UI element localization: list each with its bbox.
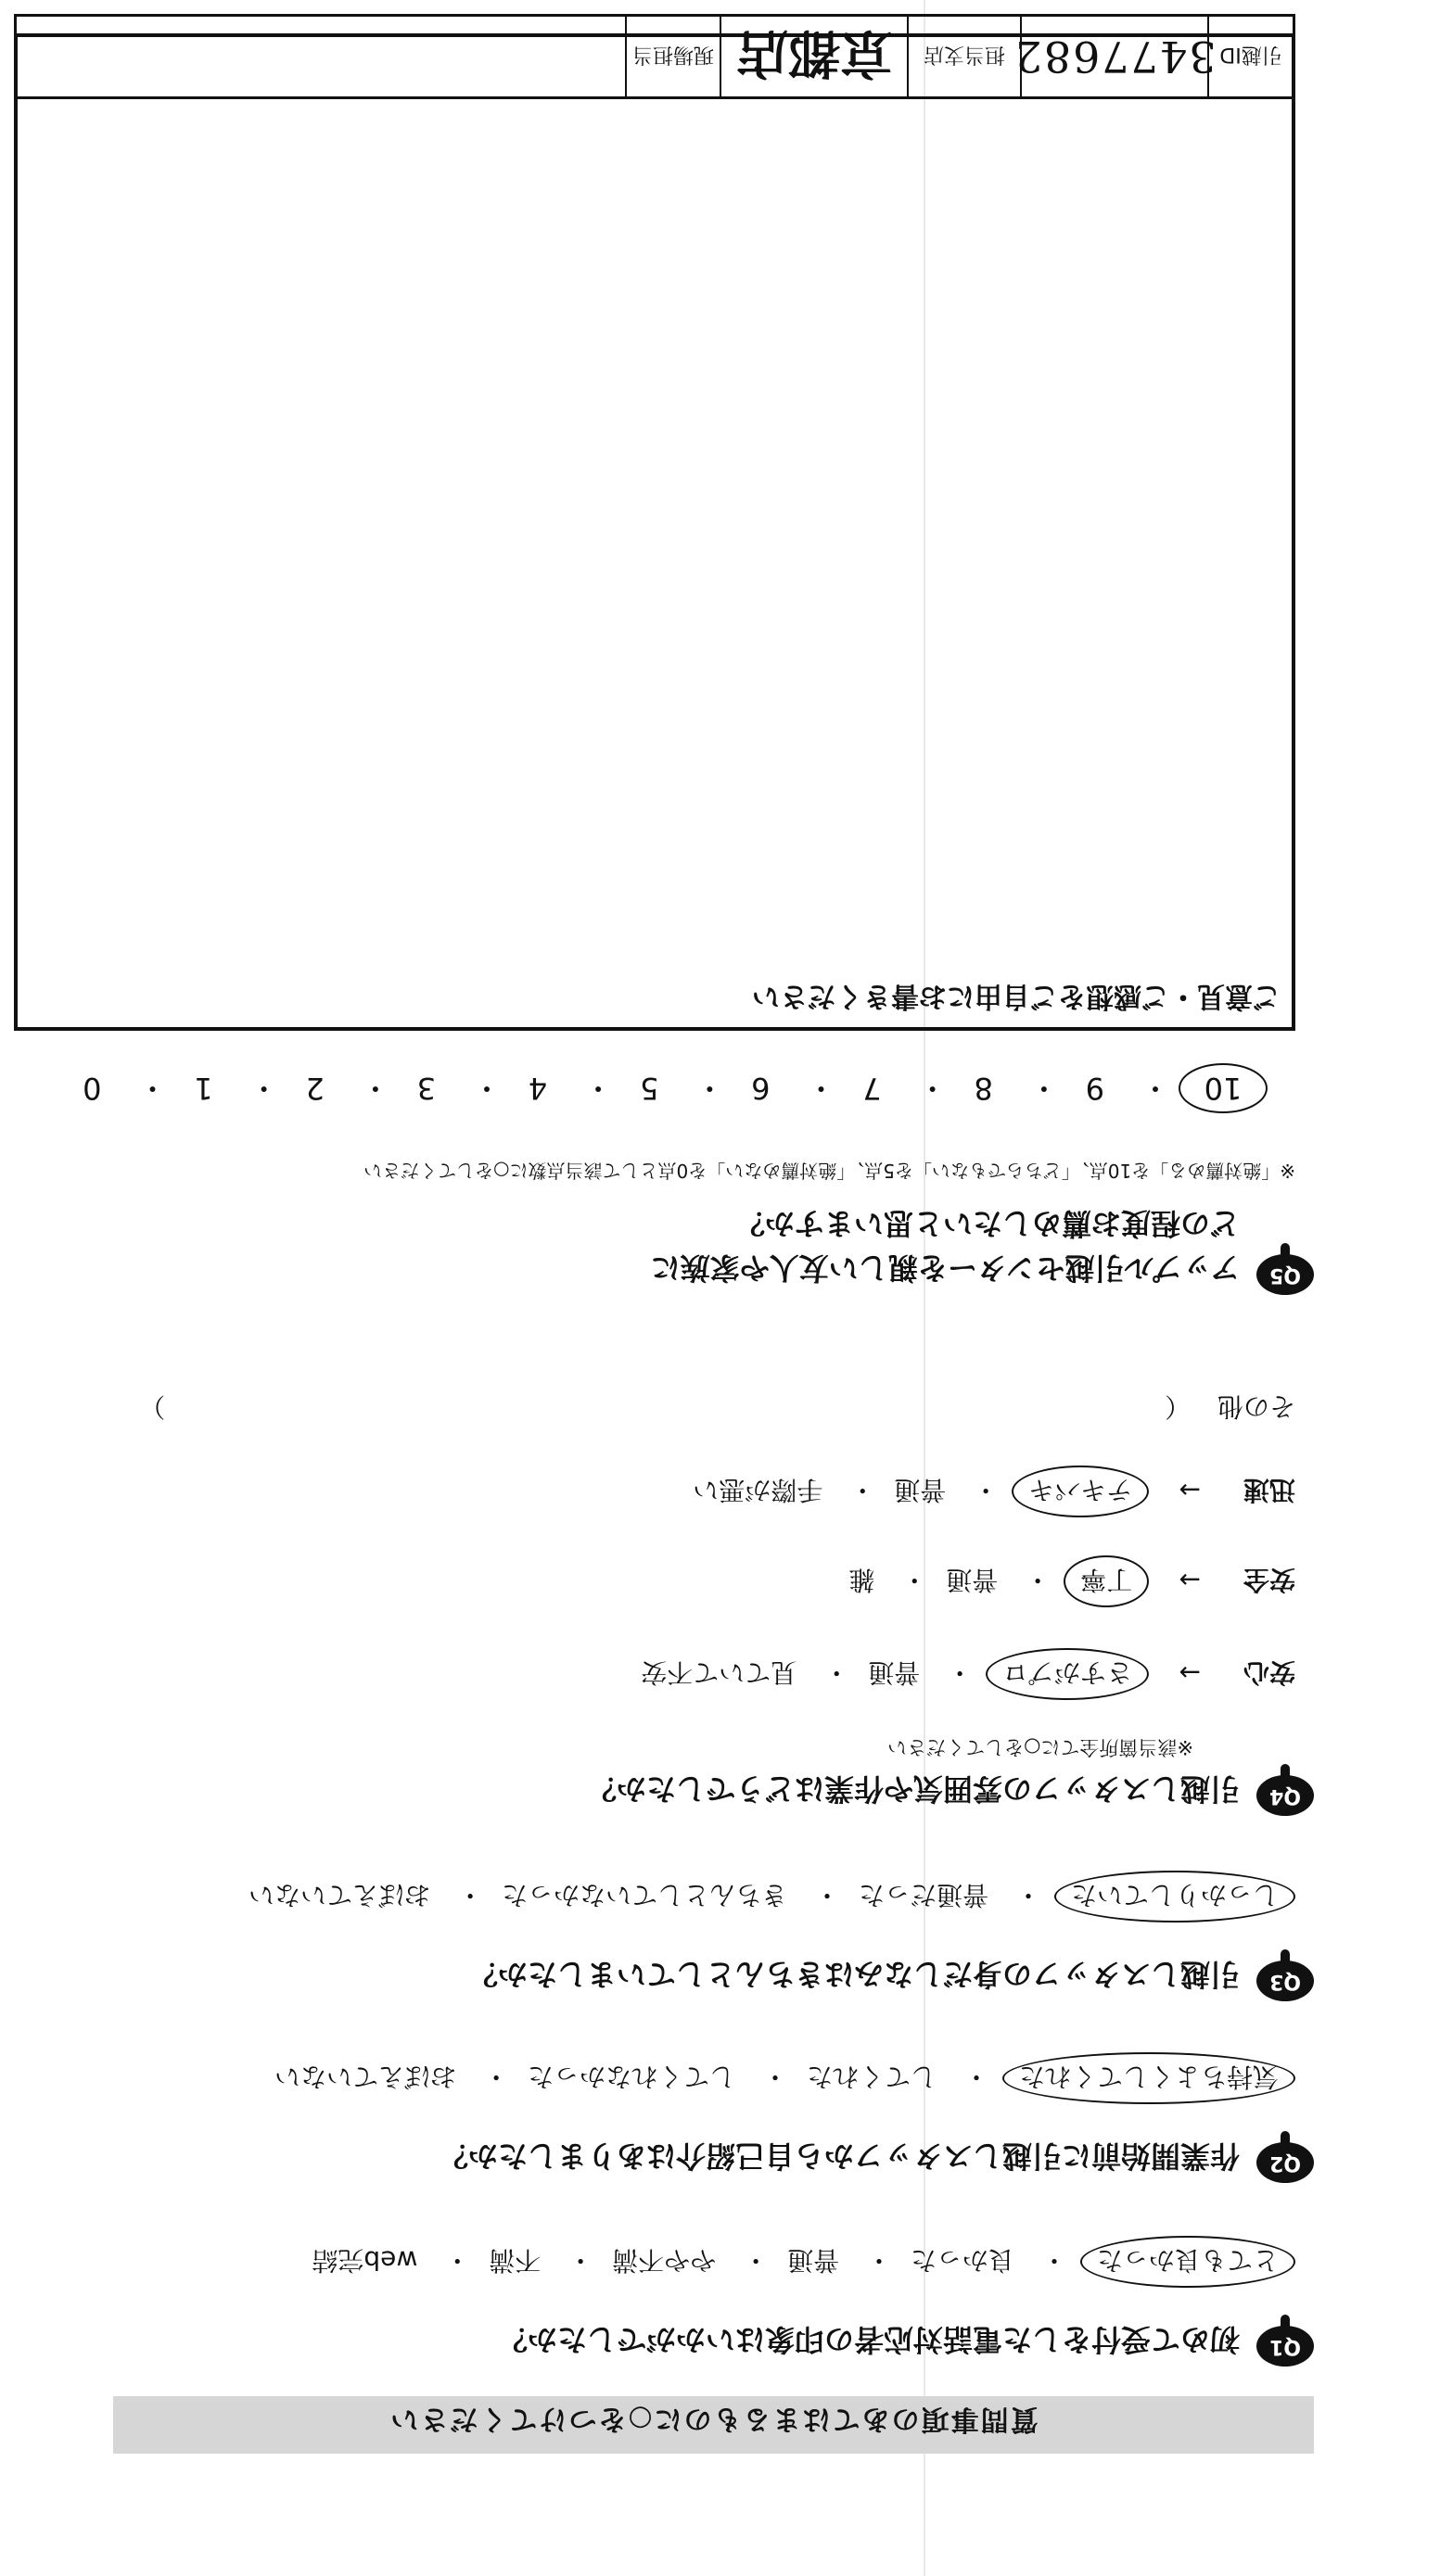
q2-options: 気持ちよくしてくれた・ してくれた・ してくれなかった・ おぼえていない bbox=[269, 2052, 1295, 2104]
q4-other-row bbox=[53, 1390, 1295, 1427]
q3-option-4[interactable]: おぼえていない bbox=[249, 1880, 431, 1910]
instruction-text: 質問事項のあてはまるものに○をつけてください bbox=[389, 2403, 1039, 2435]
q5-score-2[interactable]: 2 bbox=[305, 1071, 325, 1106]
q4-other-label: その他 bbox=[1217, 1391, 1295, 1422]
q4-row-3: 迅速 → テキパキ・ 普通・ 手際が悪い bbox=[687, 1466, 1295, 1517]
q3-option-3[interactable]: きちんとしていなかった bbox=[502, 1880, 788, 1910]
q1-option-4[interactable]: やや不満 bbox=[612, 2245, 717, 2276]
q5-score-4[interactable]: 4 bbox=[528, 1071, 548, 1106]
q4-other-close: ） bbox=[139, 1391, 166, 1422]
q1-title: 初めて受付をした電話対応者の印象はいかがでしたか？ bbox=[497, 2322, 1240, 2357]
branch-label: 担当支店 bbox=[907, 17, 1020, 96]
q4-row-2-option-2[interactable]: 普通 bbox=[946, 1565, 999, 1595]
comment-title: ご意見・ご感想をご自由にお書きください bbox=[752, 980, 1281, 1012]
q5-badge: Q5 bbox=[1256, 1254, 1314, 1295]
q2-option-2[interactable]: してくれた bbox=[807, 2062, 937, 2092]
q4-row-1-option-3[interactable]: 見ていて不安 bbox=[641, 1657, 797, 1688]
q4-row-2: 安全 → 丁寧・ 普通・ 雑 bbox=[843, 1555, 1295, 1607]
q5-score-0[interactable]: 0 bbox=[83, 1071, 102, 1106]
q5-score-10[interactable]: 10 bbox=[1179, 1063, 1268, 1113]
q1-option-1[interactable]: とても良かった bbox=[1080, 2236, 1295, 2288]
q1-option-2[interactable]: 良かった bbox=[911, 2245, 1015, 2276]
q3-options: しっかりしていた・ 普通だった・ きちんとしていなかった・ おぼえていない bbox=[243, 1871, 1295, 1922]
q4-row-1-arrow: → bbox=[1179, 1657, 1201, 1688]
q4-badge: Q4 bbox=[1256, 1775, 1314, 1816]
q4-row-2-arrow: → bbox=[1179, 1565, 1201, 1595]
comment-box[interactable] bbox=[14, 33, 1295, 1031]
q2-option-4[interactable]: おぼえていない bbox=[274, 2062, 457, 2092]
q3-option-2[interactable]: 普通だった bbox=[859, 1880, 989, 1910]
q5-scale: 10・ 9・ 8・ 7・ 6・ 5・ 4・ 3・ 2・ 1・ 0 bbox=[64, 1063, 1268, 1113]
branch-value: 京都店 bbox=[720, 17, 907, 96]
q4-other-open: （ bbox=[1165, 1391, 1192, 1422]
q2-title: 作業開始前に引越しスタッフから自己紹介はありましたか？ bbox=[438, 2138, 1240, 2174]
q4-row-2-option-3[interactable]: 雑 bbox=[848, 1565, 875, 1595]
q1-badge: Q1 bbox=[1256, 2326, 1314, 2367]
q4-title: 引越しスタッフの雰囲気や作業はどうでしたか？ bbox=[586, 1771, 1240, 1807]
q3-badge: Q3 bbox=[1256, 1961, 1314, 2001]
id-value: 3477682 bbox=[1020, 17, 1207, 96]
q1-options: とても良かった・ 良かった・ 普通・ やや不満・ 不満・ web完結 bbox=[306, 2236, 1295, 2288]
q4-row-3-option-1[interactable]: テキパキ bbox=[1012, 1466, 1149, 1517]
q4-row-3-option-3[interactable]: 手際が悪い bbox=[693, 1475, 823, 1505]
q2-option-1[interactable]: 気持ちよくしてくれた bbox=[1002, 2052, 1295, 2104]
q3-option-1[interactable]: しっかりしていた bbox=[1054, 1871, 1295, 1922]
q5-score-6[interactable]: 6 bbox=[751, 1071, 771, 1106]
q4-row-3-label: 迅速 bbox=[1243, 1475, 1295, 1505]
instruction-band bbox=[113, 2396, 1314, 2454]
q5-title-line-1: アップル引越センターを親しい友人や家族に bbox=[650, 1250, 1240, 1286]
q2-option-3[interactable]: してくれなかった bbox=[528, 2062, 736, 2092]
id-label: 引越ID bbox=[1207, 17, 1293, 96]
q5-score-7[interactable]: 7 bbox=[862, 1071, 882, 1106]
q2-badge: Q2 bbox=[1256, 2142, 1314, 2183]
q5-score-5[interactable]: 5 bbox=[639, 1071, 659, 1106]
q5-score-3[interactable]: 3 bbox=[416, 1071, 436, 1106]
q5-note: ※「絶対薦める」を10点、「どちらでもない」を5点、「絶対薦めない」を0点として該当点数に○をしてください bbox=[363, 1160, 1295, 1182]
q4-row-1-option-1[interactable]: さすがプロ bbox=[986, 1648, 1149, 1700]
q4-note: ※該当箇所全てに○をしてください bbox=[887, 1736, 1193, 1758]
q5-score-9[interactable]: 9 bbox=[1085, 1071, 1105, 1106]
q4-row-1-label: 安心 bbox=[1243, 1657, 1295, 1688]
manager-value[interactable] bbox=[17, 17, 625, 96]
q4-row-3-option-2[interactable]: 普通 bbox=[894, 1475, 947, 1505]
q5-title-line-2: どの程度お薦めしたいと思いますか？ bbox=[734, 1206, 1240, 1241]
q3-title: 引越しスタッフの身だしなみはきちんとしていましたか？ bbox=[467, 1957, 1240, 1992]
q4-row-1-option-2[interactable]: 普通 bbox=[868, 1657, 921, 1688]
q5-score-1[interactable]: 1 bbox=[194, 1071, 213, 1106]
q1-option-5[interactable]: 不満 bbox=[489, 2245, 542, 2276]
q1-option-6[interactable]: web完結 bbox=[312, 2245, 418, 2276]
q4-row-2-label: 安全 bbox=[1243, 1565, 1295, 1595]
q1-option-3[interactable]: 普通 bbox=[787, 2245, 840, 2276]
q5-score-8[interactable]: 8 bbox=[974, 1071, 993, 1106]
id-table bbox=[14, 14, 1295, 99]
q4-row-3-arrow: → bbox=[1179, 1475, 1201, 1505]
manager-label: 現場担当 bbox=[625, 17, 720, 96]
q4-row-2-option-1[interactable]: 丁寧 bbox=[1064, 1555, 1149, 1607]
q4-row-1: 安心 → さすがプロ・ 普通・ 見ていて不安 bbox=[635, 1648, 1295, 1700]
